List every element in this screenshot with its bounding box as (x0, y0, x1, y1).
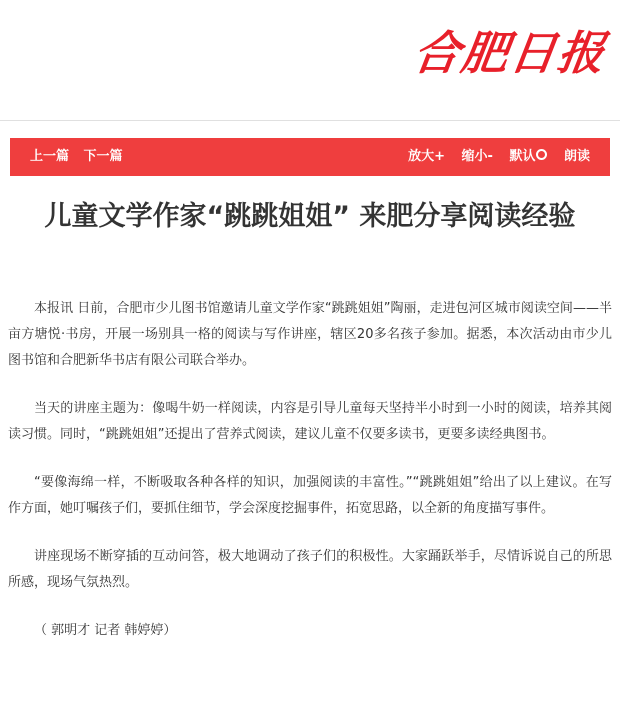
read-aloud-button[interactable]: 朗读 (563, 149, 590, 164)
next-article-button[interactable]: 下一篇 (83, 149, 123, 164)
article-paragraph: 当天的讲座主题为：像喝牛奶一样阅读，内容是引导儿童每天坚持半小时到一小时的阅读，培养其阅读习惯。同时，“跳跳姐姐”还提出了营养式阅读，建议儿童不仅要多读书，更要多读经典图书。 (8, 401, 612, 442)
prev-article-button[interactable]: 上一篇 (30, 149, 70, 164)
zoom-out-button[interactable]: 缩小- (461, 149, 493, 164)
toolbar-nav (30, 138, 133, 176)
reset-circle-icon (536, 149, 547, 160)
article-paragraph: 讲座现场不断穿插的互动问答，极大地调动了孩子们的积极性。大家踊跃举手，尽情诉说自己的所思所感，现场气氛热烈。 (8, 549, 612, 590)
article-title: 儿童文学作家“跳跳姐姐” 来肥分享阅读经验 (44, 201, 576, 232)
toolbar-tools (396, 138, 590, 176)
article-paragraph: 本报讯 日前，合肥市少儿图书馆邀请儿童文学作家“跳跳姐姐”陶丽，走进包河区城市阅读空间——半亩方塘悦·书房，开展一场别具一格的阅读与写作讲座，辖区20多名孩子参加。据悉，本次活动由市少儿图书馆和合肥新华书店有限公司联合举办。 (8, 301, 612, 368)
article-paragraph: “要像海绵一样，不断吸取各种各样的知识，加强阅读的丰富性。”“跳跳姐姐”给出了以上建议。在写作方面，她叮嘱孩子们，要抓住细节，学会深度挖掘事件，拓宽思路，以全新的角度描写事件。 (8, 475, 612, 516)
article-toolbar (10, 138, 610, 176)
article-byline: （ 郭明才 记者 韩婷婷） (34, 623, 177, 638)
masthead (0, 0, 620, 121)
reset-size-label: 默认 (509, 149, 536, 164)
newspaper-logo: 合肥日报 (410, 26, 610, 80)
reset-size-button[interactable] (509, 138, 547, 176)
article-body (8, 296, 612, 666)
zoom-in-button[interactable]: 放大+ (408, 149, 445, 164)
